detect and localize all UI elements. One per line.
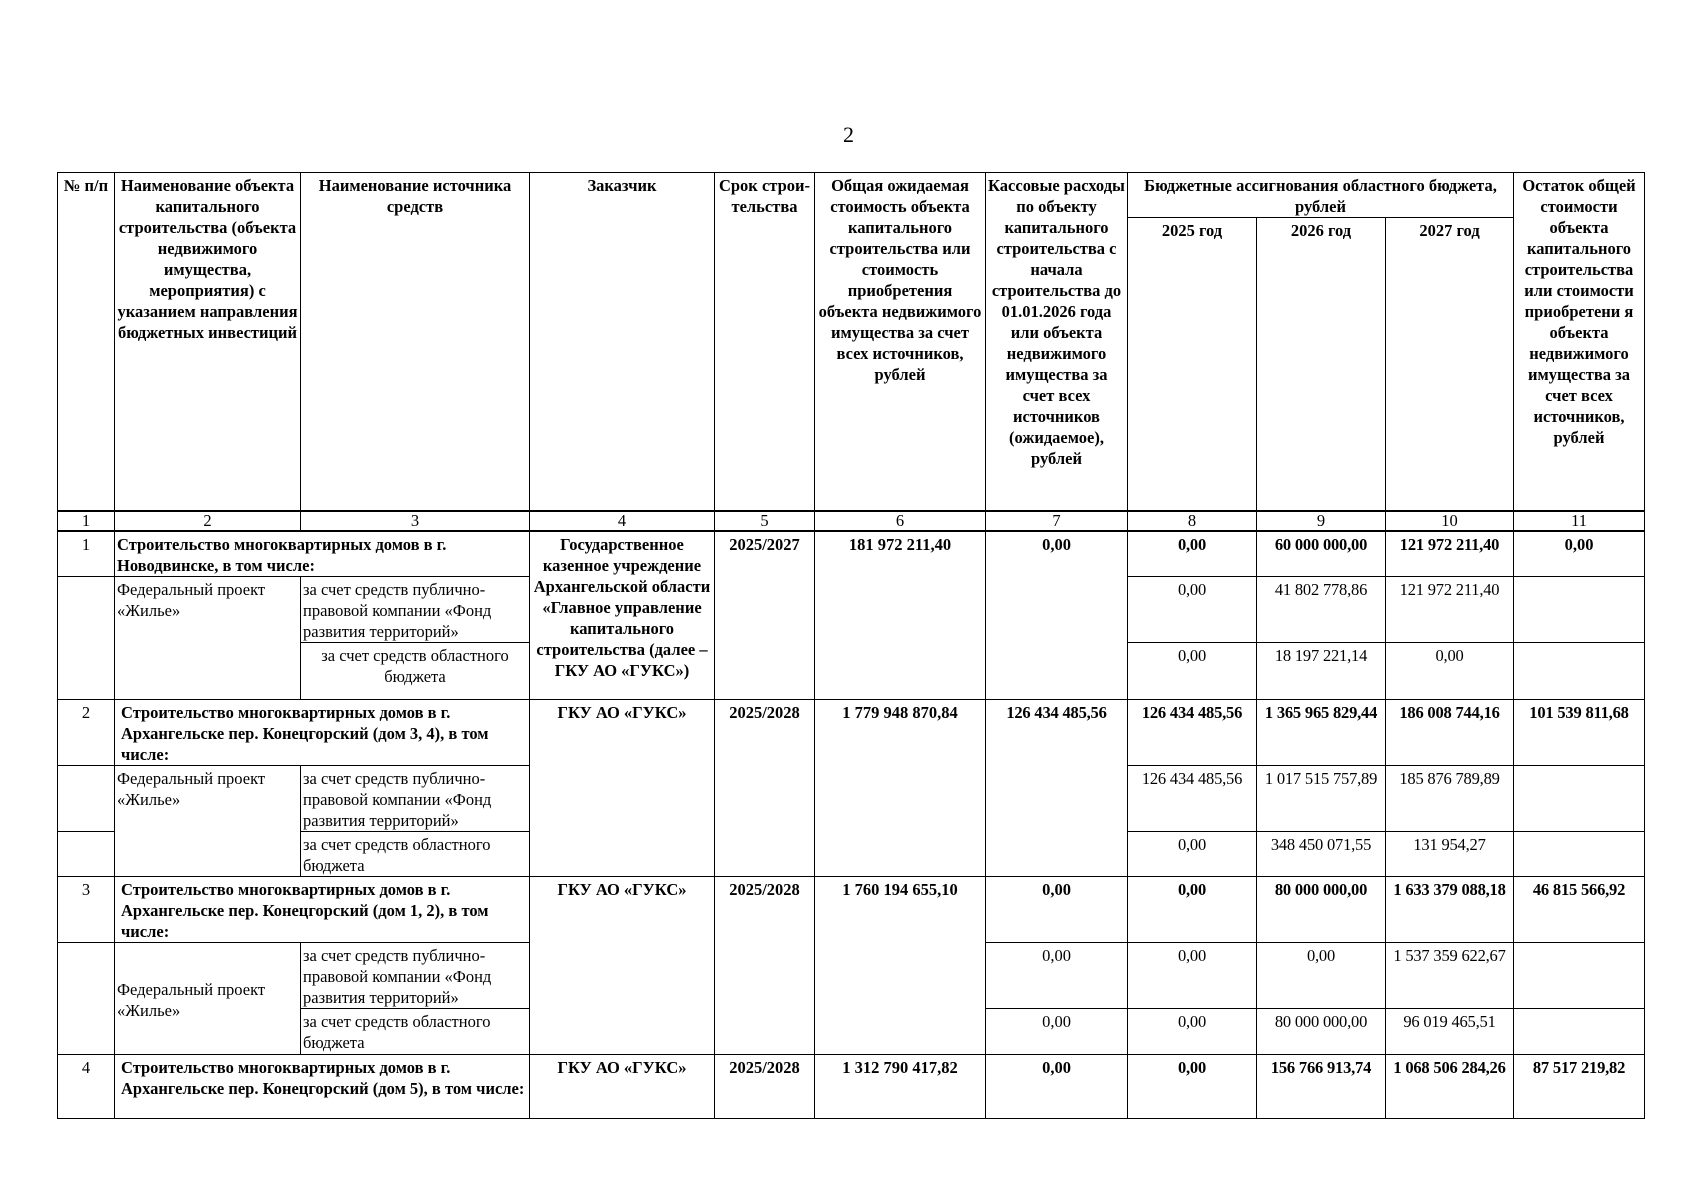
remaining-cost-empty: [1514, 577, 1645, 643]
cash-expenses: 0,00: [986, 1009, 1128, 1055]
header-customer: Заказчик: [530, 173, 715, 511]
budget-2025: 0,00: [1128, 577, 1257, 643]
funding-source: за счет средств публично-правовой компании «Фонд развития территорий»: [301, 766, 530, 832]
budget-2027: 121 972 211,40: [1386, 531, 1514, 577]
budget-2027: 1 537 359 622,67: [1386, 943, 1514, 1009]
budget-2026: 0,00: [1257, 943, 1386, 1009]
table-row: [58, 877, 1645, 943]
page-number: 2: [843, 122, 854, 147]
term: 2025/2028: [715, 877, 815, 1055]
header-budget: Бюджетные ассигнования областного бюджета, рублей: [1128, 173, 1514, 218]
budget-2026: 41 802 778,86: [1257, 577, 1386, 643]
remaining-cost-empty: [1514, 1009, 1645, 1055]
header-term: Срок строи-тельства: [715, 173, 815, 511]
cash-expenses: 0,00: [986, 1055, 1128, 1119]
object-title: Строительство многоквартирных домов в г. Архангельске пер. Конецгорский (дом 5), в том числе:: [115, 1055, 530, 1119]
header-object: Наименование объекта капитального строительства (объекта недвижимого имущества, мероприятия) с указанием направления бюджетных инвестиций: [115, 173, 301, 511]
budget-2025: 0,00: [1128, 943, 1257, 1009]
row-number-empty: [58, 943, 115, 1055]
funding-source: за счет средств публично-правовой компании «Фонд развития территорий»: [301, 577, 530, 643]
budget-2026: 80 000 000,00: [1257, 877, 1386, 943]
header-total-cost: Общая ожидаемая стоимость объекта капитального строительства или стоимость приобретения объекта недвижимого имущества за счет всех источников, рублей: [815, 173, 986, 511]
budget-2026: 1 017 515 757,89: [1257, 766, 1386, 832]
table-row: [58, 700, 1645, 766]
remaining-cost-empty: [1514, 832, 1645, 877]
header-row: [58, 173, 1645, 218]
row-number: 4: [58, 1055, 115, 1119]
remaining-cost: 87 517 219,82: [1514, 1055, 1645, 1119]
customer: ГКУ АО «ГУКС»: [530, 877, 715, 1055]
budget-2026: 156 766 913,74: [1257, 1055, 1386, 1119]
row-number: 3: [58, 877, 115, 943]
header-2025: 2025 год: [1128, 218, 1257, 511]
header-2026: 2026 год: [1257, 218, 1386, 511]
funding-source: за счет средств областного бюджета: [301, 643, 530, 700]
funding-source: за счет средств областного бюджета: [301, 832, 530, 877]
budget-2027: 1 068 506 284,26: [1386, 1055, 1514, 1119]
budget-2025: 0,00: [1128, 1009, 1257, 1055]
remaining-cost-empty: [1514, 943, 1645, 1009]
column-number: 5: [715, 511, 815, 531]
customer: Государственное казенное учреждение Архангельской области «Главное управление капитального строительства (далее – ГКУ АО «ГУКС»): [530, 531, 715, 700]
row-number-empty: [58, 766, 115, 832]
budget-2026: 348 450 071,55: [1257, 832, 1386, 877]
header-num: № п/п: [58, 173, 115, 511]
remaining-cost: 101 539 811,68: [1514, 700, 1645, 766]
budget-2027: 1 633 379 088,18: [1386, 877, 1514, 943]
total-cost: 1 779 948 870,84: [815, 700, 986, 877]
budget-2027: 0,00: [1386, 643, 1514, 700]
column-number: 9: [1257, 511, 1386, 531]
cash-expenses: 0,00: [986, 877, 1128, 943]
budget-2026: 18 197 221,14: [1257, 643, 1386, 700]
cash-expenses: 0,00: [986, 943, 1128, 1009]
investment-table: [57, 172, 1645, 1119]
remaining-cost-empty: [1514, 766, 1645, 832]
funding-source: за счет средств публично-правовой компании «Фонд развития территорий»: [301, 943, 530, 1009]
column-number: 3: [301, 511, 530, 531]
column-number: 8: [1128, 511, 1257, 531]
header-source: Наименование источника средств: [301, 173, 530, 511]
total-cost: 1 312 790 417,82: [815, 1055, 986, 1119]
federal-project: Федеральный проект «Жилье»: [115, 766, 301, 877]
budget-2025: 126 434 485,56: [1128, 700, 1257, 766]
total-cost: 1 760 194 655,10: [815, 877, 986, 1055]
column-number: 2: [115, 511, 301, 531]
term: 2025/2027: [715, 531, 815, 700]
column-number: 11: [1514, 511, 1645, 531]
object-title: Строительство многоквартирных домов в г. Новодвинске, в том числе:: [115, 531, 530, 577]
row-number-empty: [58, 577, 115, 700]
budget-2026: 60 000 000,00: [1257, 531, 1386, 577]
column-number: 6: [815, 511, 986, 531]
cash-expenses: 126 434 485,56: [986, 700, 1128, 877]
column-numbers-row: [58, 511, 1645, 531]
total-cost: 181 972 211,40: [815, 531, 986, 700]
budget-2025: 126 434 485,56: [1128, 766, 1257, 832]
remaining-cost-empty: [1514, 643, 1645, 700]
object-title: Строительство многоквартирных домов в г. Архангельске пер. Конецгорский (дом 3, 4), в том числе:: [115, 700, 530, 766]
term: 2025/2028: [715, 700, 815, 877]
row-number-empty: [58, 832, 115, 877]
column-number: 1: [58, 511, 115, 531]
customer: ГКУ АО «ГУКС»: [530, 700, 715, 877]
row-number: 2: [58, 700, 115, 766]
budget-2025: 0,00: [1128, 832, 1257, 877]
header-rest: Остаток общей стоимости объекта капитального строительства или стоимости приобретени я объекта недвижимого имущества за счет всех источников, рублей: [1514, 173, 1645, 511]
cash-expenses: 0,00: [986, 531, 1128, 700]
federal-project: Федеральный проект «Жилье»: [115, 577, 301, 700]
budget-2027: 185 876 789,89: [1386, 766, 1514, 832]
column-number: 4: [530, 511, 715, 531]
budget-2025: 0,00: [1128, 877, 1257, 943]
budget-2027: 121 972 211,40: [1386, 577, 1514, 643]
budget-2026: 80 000 000,00: [1257, 1009, 1386, 1055]
table-row: [58, 1055, 1645, 1119]
budget-2025: 0,00: [1128, 1055, 1257, 1119]
budget-2025: 0,00: [1128, 643, 1257, 700]
term: 2025/2028: [715, 1055, 815, 1119]
column-number: 10: [1386, 511, 1514, 531]
budget-2026: 1 365 965 829,44: [1257, 700, 1386, 766]
funding-source: за счет средств областного бюджета: [301, 1009, 530, 1055]
table-row: [58, 531, 1645, 577]
budget-2027: 96 019 465,51: [1386, 1009, 1514, 1055]
budget-2025: 0,00: [1128, 531, 1257, 577]
budget-2027: 131 954,27: [1386, 832, 1514, 877]
federal-project: Федеральный проект «Жилье»: [115, 943, 301, 1055]
budget-2027: 186 008 744,16: [1386, 700, 1514, 766]
remaining-cost: 46 815 566,92: [1514, 877, 1645, 943]
header-2027: 2027 год: [1386, 218, 1514, 511]
remaining-cost: 0,00: [1514, 531, 1645, 577]
header-cash: Кассовые расходы по объекту капитального строительства с начала строительства до 01.01.2026 года или объекта недвижимого имущества за счет всех источников (ожидаемое), рублей: [986, 173, 1128, 511]
row-number: 1: [58, 531, 115, 577]
object-title: Строительство многоквартирных домов в г. Архангельске пер. Конецгорский (дом 1, 2), в том числе:: [115, 877, 530, 943]
column-number: 7: [986, 511, 1128, 531]
customer: ГКУ АО «ГУКС»: [530, 1055, 715, 1119]
